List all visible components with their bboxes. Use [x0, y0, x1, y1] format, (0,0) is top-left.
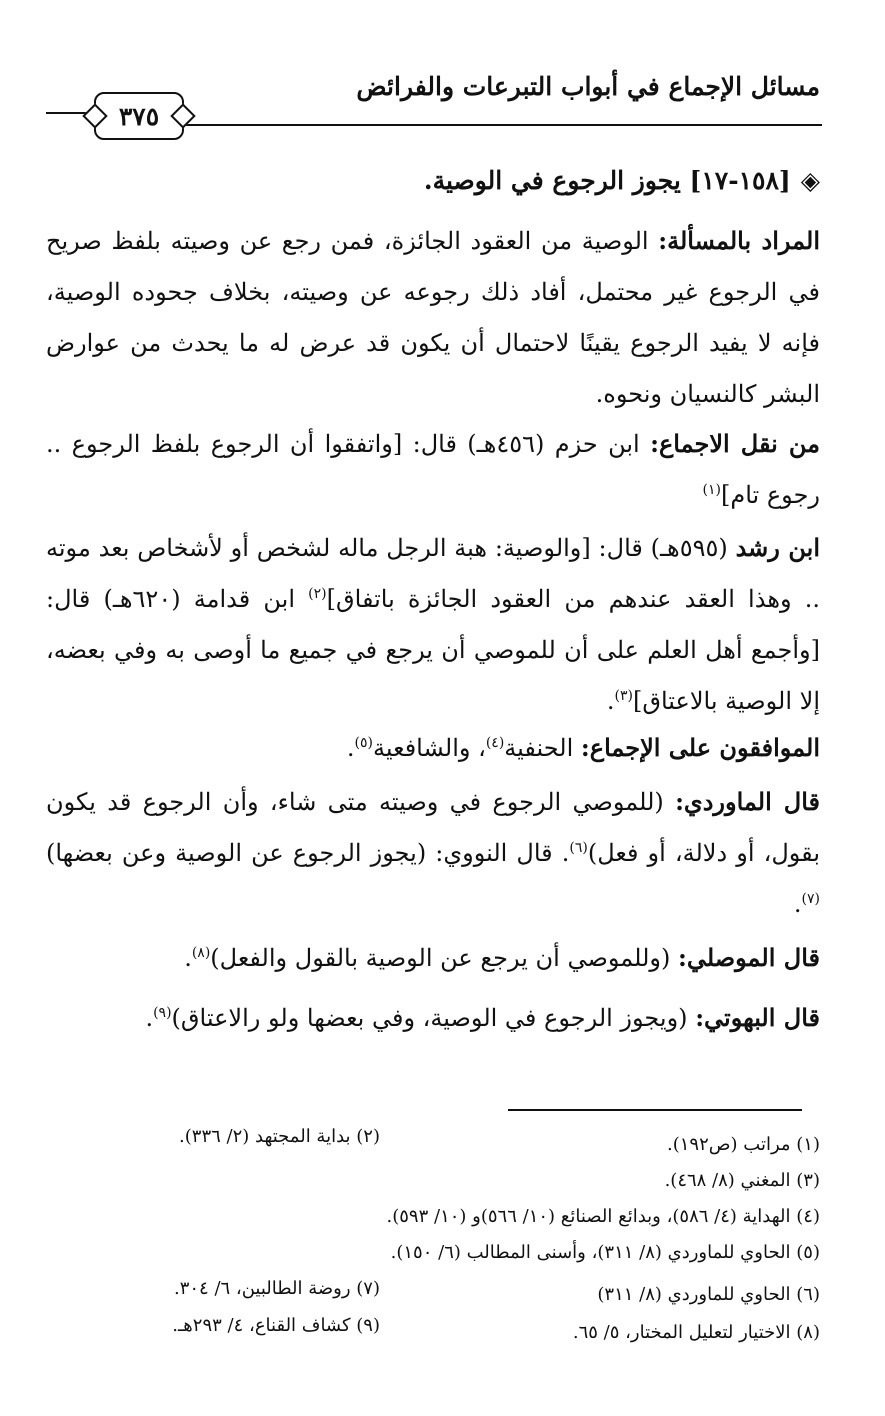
header-rule-right [178, 124, 822, 126]
footnote-9: (٩) كشاف القناع، ٤/ ٢٩٣هـ. [172, 1315, 380, 1336]
paragraph-text: الوصية من العقود الجائزة، فمن رجع عن وصيته بلفظ صريح في الرجوع غير محتمل، أفاد ذلك رجوعه عن وصيته، بخلاف جحوده الوصية، فإنه لا يفيد الرجوع يقينًا لاحتمال أن يكون قد عرض له ما يحدث من عوارض البشر كالنسيان ونحوه. [46, 227, 820, 408]
footnote-ref: (٦) [569, 840, 588, 856]
footnote-1: (١) مراتب (ص١٩٢). [667, 1134, 820, 1155]
page-number-badge [94, 92, 184, 140]
paragraph-text: الحنفية [504, 734, 581, 762]
footnote-ref: (١) [702, 482, 721, 498]
paragraph-definition [46, 215, 820, 420]
footnote-5: (٥) الحاوي للماوردي (٨/ ٣١١)، وأسنى المطالب (٦/ ١٥٠). [390, 1242, 820, 1263]
running-header-title: مسائل الإجماع في أبواب التبرعات والفرائض [356, 72, 820, 101]
footnote-ref: (٨) [191, 945, 211, 961]
paragraph-lead: قال الموصلي: [677, 943, 820, 972]
footnote-ref: (٤) [485, 735, 505, 751]
paragraph-ibn-rushd [46, 522, 820, 727]
paragraph-mawardi [46, 776, 820, 930]
footnote-ref: (٥) [354, 735, 373, 751]
footnote-ref: (٩) [153, 1005, 172, 1021]
paragraph-agreeing [46, 722, 820, 774]
diamond-bullet-icon: ◈ [800, 166, 820, 195]
footnote-ref: (٢) [308, 586, 327, 602]
section-heading [424, 166, 820, 195]
paragraph-text: . [606, 687, 615, 715]
paragraph-lead: ابن رشد [735, 533, 820, 562]
footnote-8: (٨) الاختيار لتعليل المختار، ٥/ ٦٥. [572, 1322, 820, 1343]
footnote-ref: (٧) [801, 891, 820, 907]
paragraph-text: . [184, 944, 192, 972]
paragraph-ijma-source [46, 418, 820, 521]
paragraph-text: . [145, 1004, 154, 1032]
footnote-4: (٤) الهداية (٤/ ٥٨٦)، وبدائع الصنائع (١٠/ ٥٦٦)و (١٠/ ٥٩٣). [386, 1206, 820, 1227]
paragraph-lead: قال الماوردي: [675, 787, 820, 816]
paragraph-text: (٥٩٥هـ) قال: [والوصية: هبة الرجل ماله لشخص أو لأشخاص بعد موته .. وهذا العقد عندهم من العقود الجائزة باتفاق] [46, 534, 820, 613]
footnote-3: (٣) المغني (٨/ ٤٦٨). [664, 1170, 820, 1191]
paragraph-text: ، والشافعية [373, 734, 486, 762]
paragraph-lead: الموافقون على الإجماع: [580, 733, 820, 762]
paragraph-text: (وللموصي أن يرجع عن الوصية بالقول والفعل) [210, 944, 678, 972]
paragraph-text: ابن قدامة (٦٢٠هـ) قال: [وأجمع أهل العلم على أن للموصي أن يرجع في جميع ما أوصى به وفي بعضه، إلا الوصية بالاعتاق] [46, 585, 820, 715]
footnote-ref: (٣) [614, 688, 633, 704]
paragraph-lead: المراد بالمسألة: [658, 226, 820, 255]
paragraph-lead: قال البهوتي: [695, 1003, 820, 1032]
paragraph-lead: من نقل الاجماع: [650, 429, 821, 458]
footnote-divider [508, 1109, 802, 1111]
paragraph-mawsili [46, 932, 820, 984]
footnote-2: (٢) بداية المجتهد (٢/ ٣٣٦). [179, 1126, 380, 1147]
footnote-7: (٧) روضة الطالبين، ٦/ ٣٠٤. [173, 1278, 380, 1299]
paragraph-bahuti [46, 992, 820, 1044]
page-number: ٣٧٥ [118, 101, 160, 131]
footnote-6: (٦) الحاوي للماوردي (٨/ ٣١١) [597, 1284, 820, 1305]
paragraph-text: (للموصي الرجوع في وصيته متى شاء، وأن الرجوع قد يكون بقول، أو دلالة، أو فعل) [46, 788, 820, 867]
paragraph-text: . قال النووي: (يجوز الرجوع عن الوصية وعن بعضها) [46, 839, 570, 867]
paragraph-text: (ويجوز الرجوع في الوصية، وفي بعضها ولو رالاعتاق) [171, 1004, 696, 1032]
section-title-text: [١٥٨-١٧] يجوز الرجوع في الوصية. [423, 166, 791, 195]
paragraph-text: . [346, 734, 355, 762]
paragraph-text: ابن حزم (٤٥٦هـ) قال: [واتفقوا أن الرجوع بلفظ الرجوع .. رجوع تام] [46, 430, 820, 509]
paragraph-text: . [793, 890, 802, 918]
